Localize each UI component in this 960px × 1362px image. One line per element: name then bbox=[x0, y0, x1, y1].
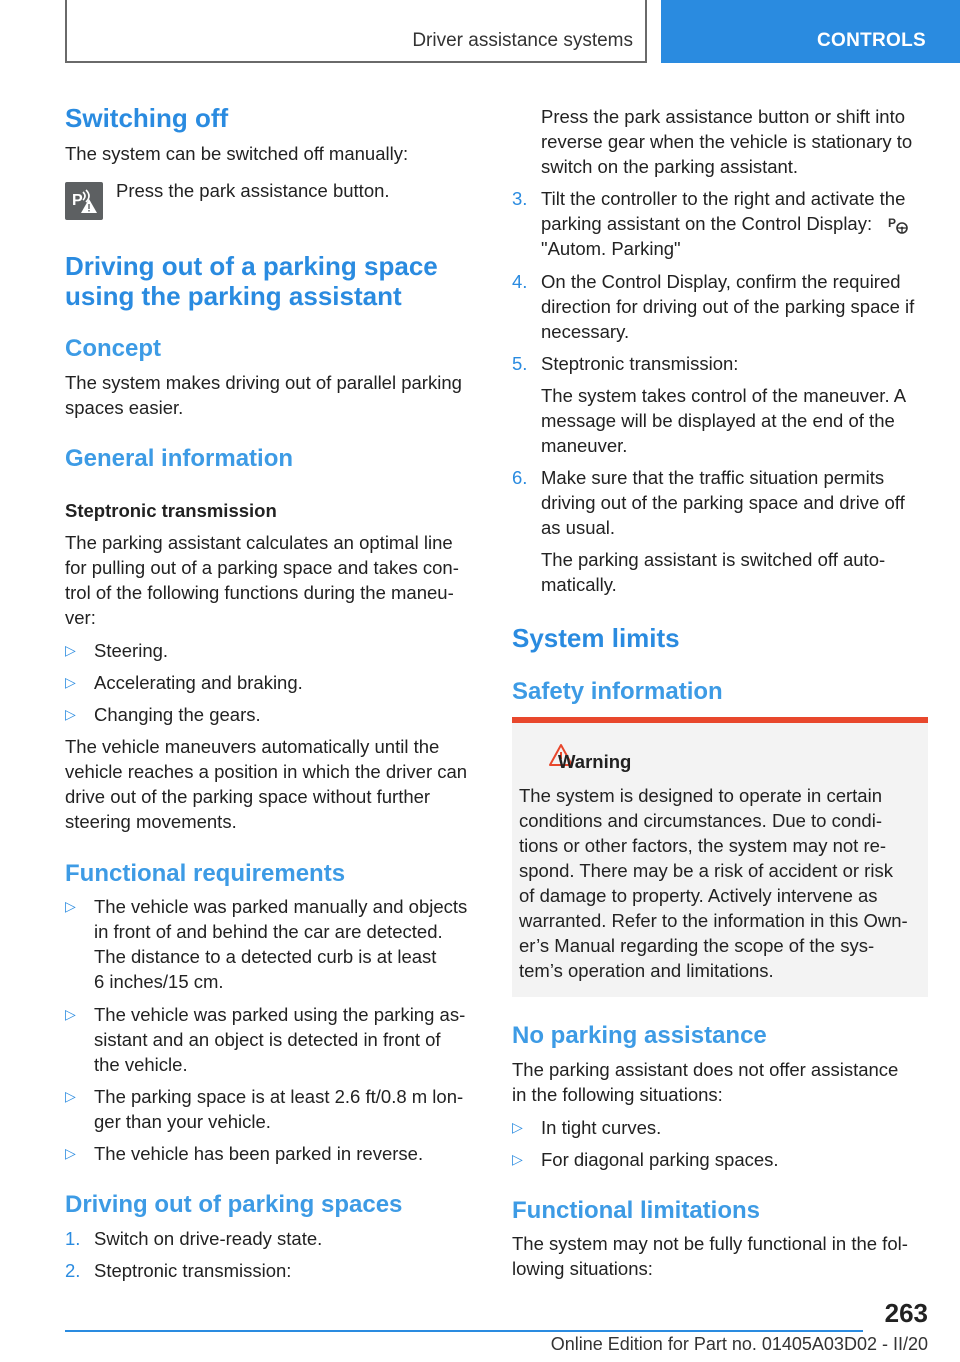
step-text: Tilt the controller to the right and activate the bbox=[541, 188, 906, 209]
no-assist-line: The parking assistant does not offer assistance bbox=[512, 1059, 899, 1080]
step-subtext: matically. bbox=[541, 574, 617, 595]
heading-safety-information: Safety information bbox=[512, 678, 723, 705]
step-number: 5. bbox=[512, 353, 528, 374]
general-line: trol of the following functions during the maneu- bbox=[65, 582, 454, 603]
step-text: parking assistant on the Control Display: bbox=[541, 213, 873, 234]
step-text: as usual. bbox=[541, 517, 616, 538]
page-number: 263 bbox=[884, 1298, 928, 1328]
subheading-steptronic: Steptronic transmission bbox=[65, 500, 277, 521]
list-item-text: The vehicle was parked manually and objects bbox=[94, 896, 468, 917]
step-text: direction for driving out of the parking space if bbox=[541, 296, 915, 317]
list-item bbox=[65, 1002, 480, 1077]
header-chapter-box bbox=[65, 0, 647, 63]
warning-line: of damage to property. Actively intervene as bbox=[519, 885, 878, 906]
concept-line: spaces easier. bbox=[65, 397, 184, 418]
list-item bbox=[512, 1147, 930, 1172]
step-subtext: maneuver. bbox=[541, 435, 628, 456]
list-item-text: The vehicle was parked using the parking as- bbox=[94, 1004, 466, 1025]
triangle-bullet-icon: ▷ bbox=[65, 706, 76, 722]
list-item bbox=[65, 894, 480, 994]
triangle-bullet-icon: ▷ bbox=[65, 642, 76, 658]
step-subtext: The parking assistant is switched off auto- bbox=[541, 549, 886, 570]
list-item-text: ger than your vehicle. bbox=[94, 1111, 271, 1132]
concept-line: The system makes driving out of parallel parking bbox=[65, 372, 462, 393]
chapter-title: Driver assistance systems bbox=[412, 30, 633, 51]
triangle-bullet-icon: ▷ bbox=[512, 1151, 523, 1167]
footer-divider bbox=[65, 1330, 863, 1332]
warning-line: warranted. Refer to the information in this Own- bbox=[519, 910, 908, 931]
list-item bbox=[512, 1115, 930, 1140]
step-text: "Autom. Parking" bbox=[541, 238, 681, 259]
list-item bbox=[65, 638, 480, 663]
step-text: On the Control Display, confirm the required bbox=[541, 271, 901, 292]
limitations-line: lowing situations: bbox=[512, 1258, 653, 1279]
list-item-text: Accelerating and braking. bbox=[94, 672, 303, 693]
list-item-text: The vehicle has been parked in reverse. bbox=[94, 1143, 424, 1164]
footer-edition: Online Edition for Part no. 01405A03D02 - II/20 bbox=[550, 1334, 928, 1354]
limitations-line: The system may not be fully functional in the fol- bbox=[512, 1233, 908, 1254]
warning-line: tions or other factors, the system may not re- bbox=[519, 835, 887, 856]
list-item-text: The parking space is at least 2.6 ft/0.8 m lon- bbox=[94, 1086, 464, 1107]
step2-continuation: reverse gear when the vehicle is stationary to bbox=[541, 131, 913, 152]
triangle-bullet-icon: ▷ bbox=[512, 1119, 523, 1135]
general-line: ver: bbox=[65, 607, 96, 628]
general-after-line: steering movements. bbox=[65, 811, 237, 832]
general-after-line: drive out of the parking space without further bbox=[65, 786, 431, 807]
step-item bbox=[512, 351, 930, 461]
list-item bbox=[65, 670, 480, 695]
list-item bbox=[65, 1084, 480, 1134]
step-number: 1. bbox=[65, 1228, 81, 1249]
heading-system-limits: System limits bbox=[512, 623, 680, 653]
warning-line: conditions and circumstances. Due to condi- bbox=[519, 810, 882, 831]
triangle-bullet-icon: ▷ bbox=[65, 1006, 76, 1022]
park-button-instruction bbox=[65, 182, 480, 222]
general-after-line: The vehicle maneuvers automatically until the bbox=[65, 736, 440, 757]
svg-text:P: P bbox=[888, 216, 897, 230]
list-item-text: For diagonal parking spaces. bbox=[541, 1149, 779, 1170]
warning-line: spond. There may be a risk of accident or risk bbox=[519, 860, 893, 881]
step-subtext: message will be displayed at the end of the bbox=[541, 410, 895, 431]
step-number: 2. bbox=[65, 1260, 81, 1281]
park-button-text: Press the park assistance button. bbox=[116, 180, 390, 201]
triangle-bullet-icon: ▷ bbox=[65, 674, 76, 690]
heading-concept: Concept bbox=[65, 335, 161, 362]
step-text: Steptronic transmission: bbox=[541, 353, 739, 374]
heading-general-information: General information bbox=[65, 445, 294, 472]
section-title: CONTROLS bbox=[816, 30, 926, 51]
park-assist-button-icon bbox=[65, 182, 103, 220]
step-item bbox=[65, 1258, 480, 1283]
heading-no-parking-assistance: No parking assistance bbox=[512, 1022, 767, 1049]
step-text: Make sure that the traffic situation permits bbox=[541, 467, 885, 488]
heading-driving-out-1: Driving out of a parking space bbox=[65, 251, 438, 281]
step-text: Switch on drive-ready state. bbox=[94, 1228, 323, 1249]
list-item-text: 6 inches/15 cm. bbox=[94, 971, 224, 992]
list-item-text: sistant and an object is detected in front of bbox=[94, 1029, 441, 1050]
step-text: Steptronic transmission: bbox=[94, 1260, 292, 1281]
list-item-text: Steering. bbox=[94, 640, 169, 661]
step-number: 4. bbox=[512, 271, 528, 292]
step2-continuation: switch on the parking assistant. bbox=[541, 156, 799, 177]
warning-line: The system is designed to operate in certain bbox=[519, 785, 882, 806]
warning-line: er’s Manual regarding the scope of the sys- bbox=[519, 935, 875, 956]
triangle-bullet-icon: ▷ bbox=[65, 1145, 76, 1161]
triangle-bullet-icon: ▷ bbox=[65, 898, 76, 914]
list-item bbox=[65, 702, 480, 727]
list-item-text: Changing the gears. bbox=[94, 704, 261, 725]
step-item bbox=[512, 186, 930, 261]
header-section-tab[interactable] bbox=[661, 0, 960, 63]
warning-line: tem’s operation and limitations. bbox=[519, 960, 774, 981]
general-line: for pulling out of a parking space and takes con- bbox=[65, 557, 459, 578]
step2-continuation: Press the park assistance button or shift into bbox=[541, 106, 906, 127]
heading-functional-requirements: Functional requirements bbox=[65, 860, 346, 887]
step-item bbox=[65, 1226, 480, 1251]
no-assist-line: in the following situations: bbox=[512, 1084, 723, 1105]
step-subtext: The system takes control of the maneuver. A bbox=[541, 385, 907, 406]
svg-text:P: P bbox=[72, 192, 83, 209]
warning-title: Warning bbox=[558, 751, 632, 772]
step-item bbox=[512, 465, 930, 600]
heading-driving-out-of-parking-spaces: Driving out of parking spaces bbox=[65, 1191, 403, 1218]
step-text: driving out of the parking space and drive off bbox=[541, 492, 905, 513]
step-number: 6. bbox=[512, 467, 528, 488]
step-item bbox=[512, 269, 930, 344]
list-item bbox=[65, 1141, 480, 1166]
park-assistant-menu-icon bbox=[887, 215, 909, 235]
heading-driving-out-2: using the parking assistant bbox=[65, 281, 402, 311]
step-text: necessary. bbox=[541, 321, 630, 342]
list-item-text: The distance to a detected curb is at least bbox=[94, 946, 437, 967]
heading-switching-off: Switching off bbox=[65, 103, 229, 133]
list-item-text: In tight curves. bbox=[541, 1117, 662, 1138]
list-item-text: the vehicle. bbox=[94, 1054, 188, 1075]
general-after-line: vehicle reaches a position in which the driver can bbox=[65, 761, 468, 782]
switching-off-intro: The system can be switched off manually: bbox=[65, 143, 409, 164]
general-line: The parking assistant calculates an optimal line bbox=[65, 532, 453, 553]
list-item-text: in front of and behind the car are detected. bbox=[94, 921, 443, 942]
heading-functional-limitations: Functional limitations bbox=[512, 1197, 761, 1224]
triangle-bullet-icon: ▷ bbox=[65, 1088, 76, 1104]
step-number: 3. bbox=[512, 188, 528, 209]
warning-box bbox=[512, 717, 928, 997]
